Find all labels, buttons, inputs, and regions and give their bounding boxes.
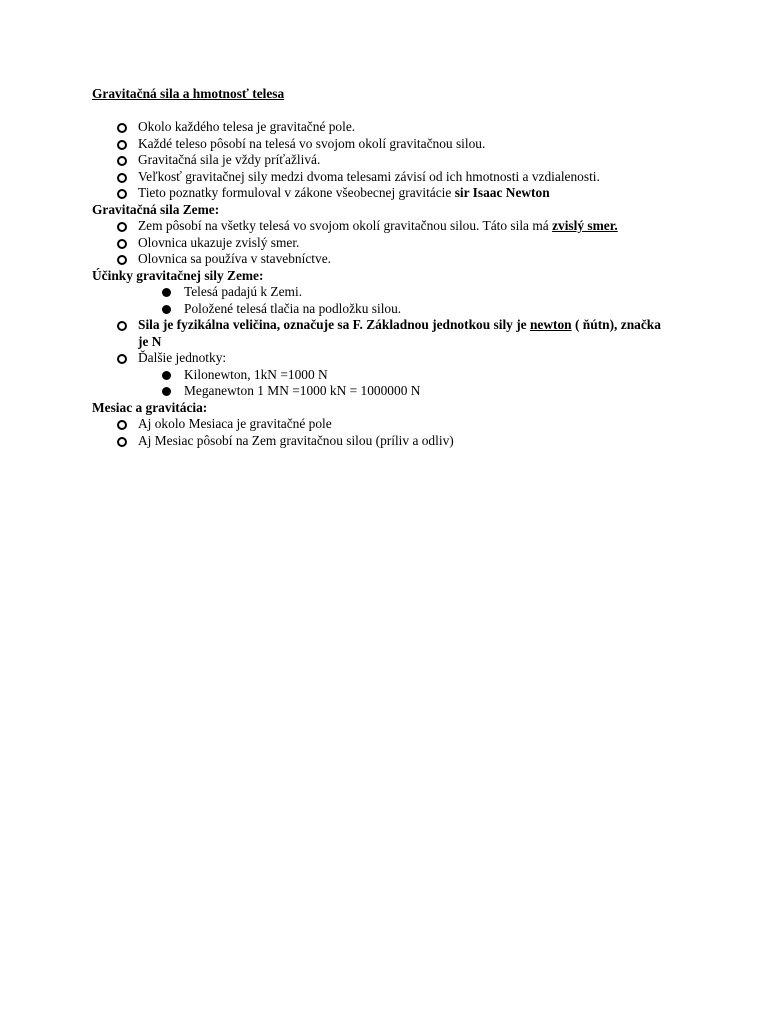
hollow-bullet-icon [117, 354, 127, 364]
list-item-force-unit: Sila je fyzikálna veličina, označuje sa F. Základnou jednotkou sily je newton ( ňútn), značka je N [92, 317, 672, 350]
list-item: Meganewton 1 MN =1000 kN = 1000000 N [92, 383, 672, 400]
hollow-bullet-icon [117, 255, 127, 265]
effects-list [92, 284, 672, 400]
filled-bullet-icon [162, 305, 171, 314]
hollow-bullet-icon [117, 140, 127, 150]
filled-bullet-icon [162, 371, 171, 380]
list-item: Olovnica sa používa v stavebníctve. [92, 251, 672, 268]
intro-list [92, 119, 672, 202]
list-item: Veľkosť gravitačnej sily medzi dvoma telesami závisí od ich hmotnosti a vzdialenosti. [92, 169, 672, 186]
list-item: Položené telesá tlačia na podložku silou. [92, 301, 672, 318]
list-item: Olovnica ukazuje zvislý smer. [92, 235, 672, 252]
list-item: Zem pôsobí na všetky telesá vo svojom okolí gravitačnou silou. Táto sila má zvislý smer. [92, 218, 672, 235]
list-item: Každé teleso pôsobí na telesá vo svojom okolí gravitačnou silou. [92, 136, 672, 153]
list-item: Gravitačná sila je vždy príťažlivá. [92, 152, 672, 169]
hollow-bullet-icon [117, 321, 127, 331]
hollow-bullet-icon [117, 156, 127, 166]
section-heading-moon: Mesiac a gravitácia: [92, 399, 208, 415]
newton-unit-term: newton [529, 317, 572, 332]
filled-bullet-icon [162, 288, 171, 297]
document-page [92, 86, 672, 449]
hollow-bullet-icon [117, 123, 127, 133]
list-item: Kilonewton, 1kN =1000 N [92, 367, 672, 384]
list-item-newton: Tieto poznatky formuloval v zákone všeobecnej gravitácie sir Isaac Newton [92, 185, 672, 202]
section-heading-earth: Gravitačná sila Zeme: [92, 201, 220, 217]
hollow-bullet-icon [117, 239, 127, 249]
list-item: Okolo každého telesa je gravitačné pole. [92, 119, 672, 136]
filled-bullet-icon [162, 387, 171, 396]
list-item: Ďalšie jednotky: [92, 350, 672, 367]
document-title: Gravitačná sila a hmotnosť telesa [92, 86, 285, 101]
list-item: Telesá padajú k Zemi. [92, 284, 672, 301]
earth-list [92, 218, 672, 268]
hollow-bullet-icon [117, 420, 127, 430]
newton-name: sir Isaac Newton [454, 185, 550, 200]
vertical-direction-emphasis: zvislý smer. [552, 218, 618, 233]
hollow-bullet-icon [117, 222, 127, 232]
hollow-bullet-icon [117, 173, 127, 183]
section-heading-effects: Účinky gravitačnej sily Zeme: [92, 267, 264, 283]
list-item: Aj okolo Mesiaca je gravitačné pole [92, 416, 672, 433]
list-item: Aj Mesiac pôsobí na Zem gravitačnou silou (príliv a odliv) [92, 433, 672, 450]
hollow-bullet-icon [117, 437, 127, 447]
hollow-bullet-icon [117, 189, 127, 199]
moon-list [92, 416, 672, 449]
